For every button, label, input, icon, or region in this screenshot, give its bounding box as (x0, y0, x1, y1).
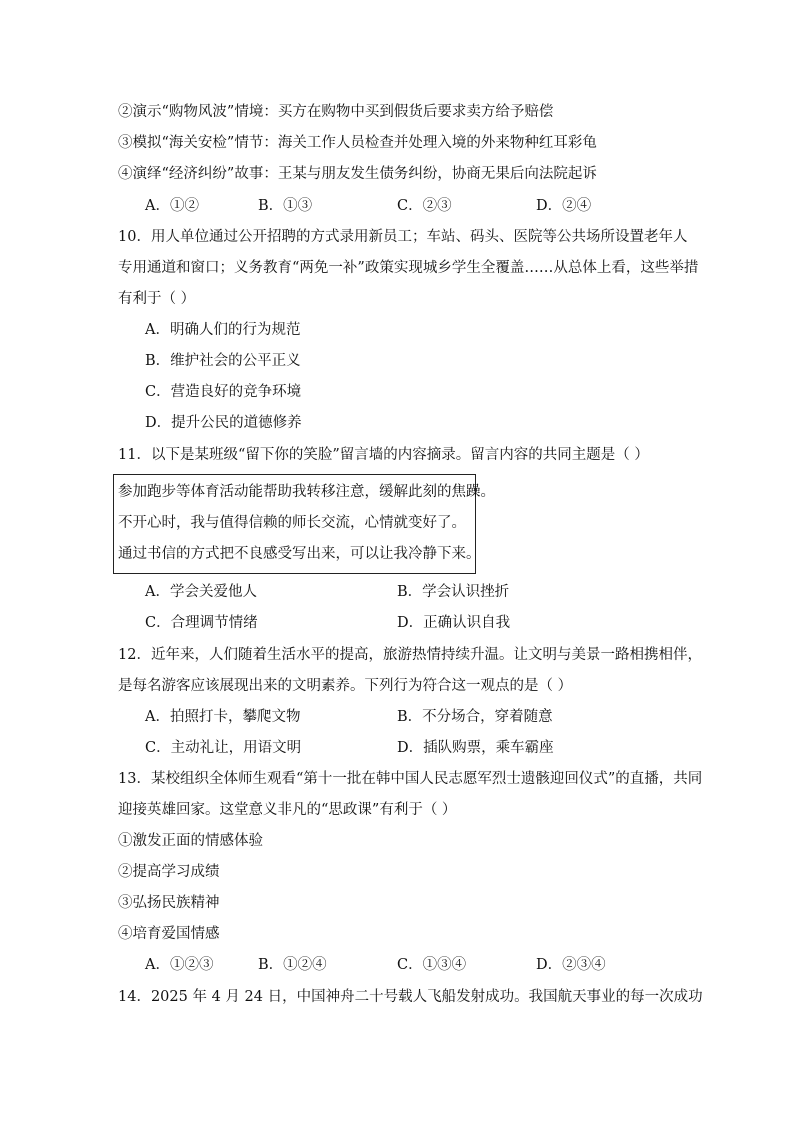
q10-option-a: A．明确人们的行为规范 (145, 322, 301, 338)
q10-option-d: D．提升公民的道德修养 (145, 415, 302, 431)
q11-option-c: C．合理调节情绪 (145, 615, 258, 631)
q11-stem: 11．以下是某班级“留下你的笑脸”留言墙的内容摘录。留言内容的共同主题是（ ） (118, 447, 649, 463)
q12-option-a: A．拍照打卡，攀爬文物 (145, 709, 301, 725)
option-c: C．②③ (397, 198, 452, 214)
q11-option-b: B．学会认识挫折 (397, 584, 510, 600)
q10-option-c: C．营造良好的竞争环境 (145, 384, 302, 400)
q12-stem-line-1: 12．近年来，人们随着生活水平的提高，旅游热情持续升温。让文明与美景一路相携相伴， (118, 647, 702, 663)
option-b: B．①③ (258, 198, 313, 214)
q13-option-d: D．②③④ (536, 957, 606, 973)
q13-item-4: ④培育爱国情感 (118, 926, 220, 942)
item-4: ④演绎“经济纠纷”故事：王某与朋友发生债务纠纷，协商无果后向法院起诉 (118, 166, 597, 182)
q11-option-d: D．正确认识自我 (397, 615, 511, 631)
q10-stem-line-3: 有利于（ ） (118, 291, 196, 307)
q13-item-3: ③弘扬民族精神 (118, 895, 220, 911)
q10-option-b: B．维护社会的公平正义 (145, 353, 301, 369)
q13-item-1: ①激发正面的情感体验 (118, 833, 263, 849)
q13-stem-line-2: 迎接英雄回家。这堂意义非凡的“思政课”有利于（ ） (118, 802, 457, 818)
q10-stem-line-2: 专用通道和窗口；义务教育“两免一补”政策实现城乡学生全覆盖……从总体上看，这些举措 (118, 260, 699, 276)
item-2: ②演示“购物风波”情境：买方在购物中买到假货后要求卖方给予赔偿 (118, 104, 554, 120)
q14-stem-line-1: 14．2025 年 4 月 24 日，中国神舟二十号载人飞船发射成功。我国航天事业的每一次成功 (118, 989, 703, 1005)
q12-option-d: D．插队购票，乘车霸座 (397, 740, 554, 756)
q13-option-a: A．①②③ (145, 957, 214, 973)
q13-item-2: ②提高学习成绩 (118, 864, 220, 880)
q11-option-a: A．学会关爱他人 (145, 584, 257, 600)
q12-option-b: B．不分场合，穿着随意 (397, 709, 553, 725)
message-line-3: 通过书信的方式把不良感受写出来，可以让我冷静下来。 (118, 546, 481, 562)
message-line-2: 不开心时，我与值得信赖的师长交流，心情就变好了。 (118, 515, 466, 531)
q13-stem-line-1: 13．某校组织全体师生观看“第十一批在韩中国人民志愿军烈士遗骸迎回仪式”的直播，共同 (118, 771, 703, 787)
q10-stem-line-1: 10．用人单位通过公开招聘的方式录用新员工；车站、码头、医院等公共场所设置老年人 (118, 229, 688, 245)
option-d: D．②④ (536, 198, 592, 214)
q12-option-c: C．主动礼让，用语文明 (145, 740, 302, 756)
q13-option-c: C．①③④ (397, 957, 467, 973)
message-line-1: 参加跑步等体育活动能帮助我转移注意，缓解此刻的焦躁。 (118, 484, 495, 500)
q12-stem-line-2: 是每名游客应该展现出来的文明素养。下列行为符合这一观点的是（ ） (118, 678, 573, 694)
option-a: A．①② (145, 198, 199, 214)
item-3: ③模拟“海关安检”情节：海关工作人员检查并处理入境的外来物种红耳彩龟 (118, 135, 597, 151)
q13-option-b: B．①②④ (258, 957, 327, 973)
